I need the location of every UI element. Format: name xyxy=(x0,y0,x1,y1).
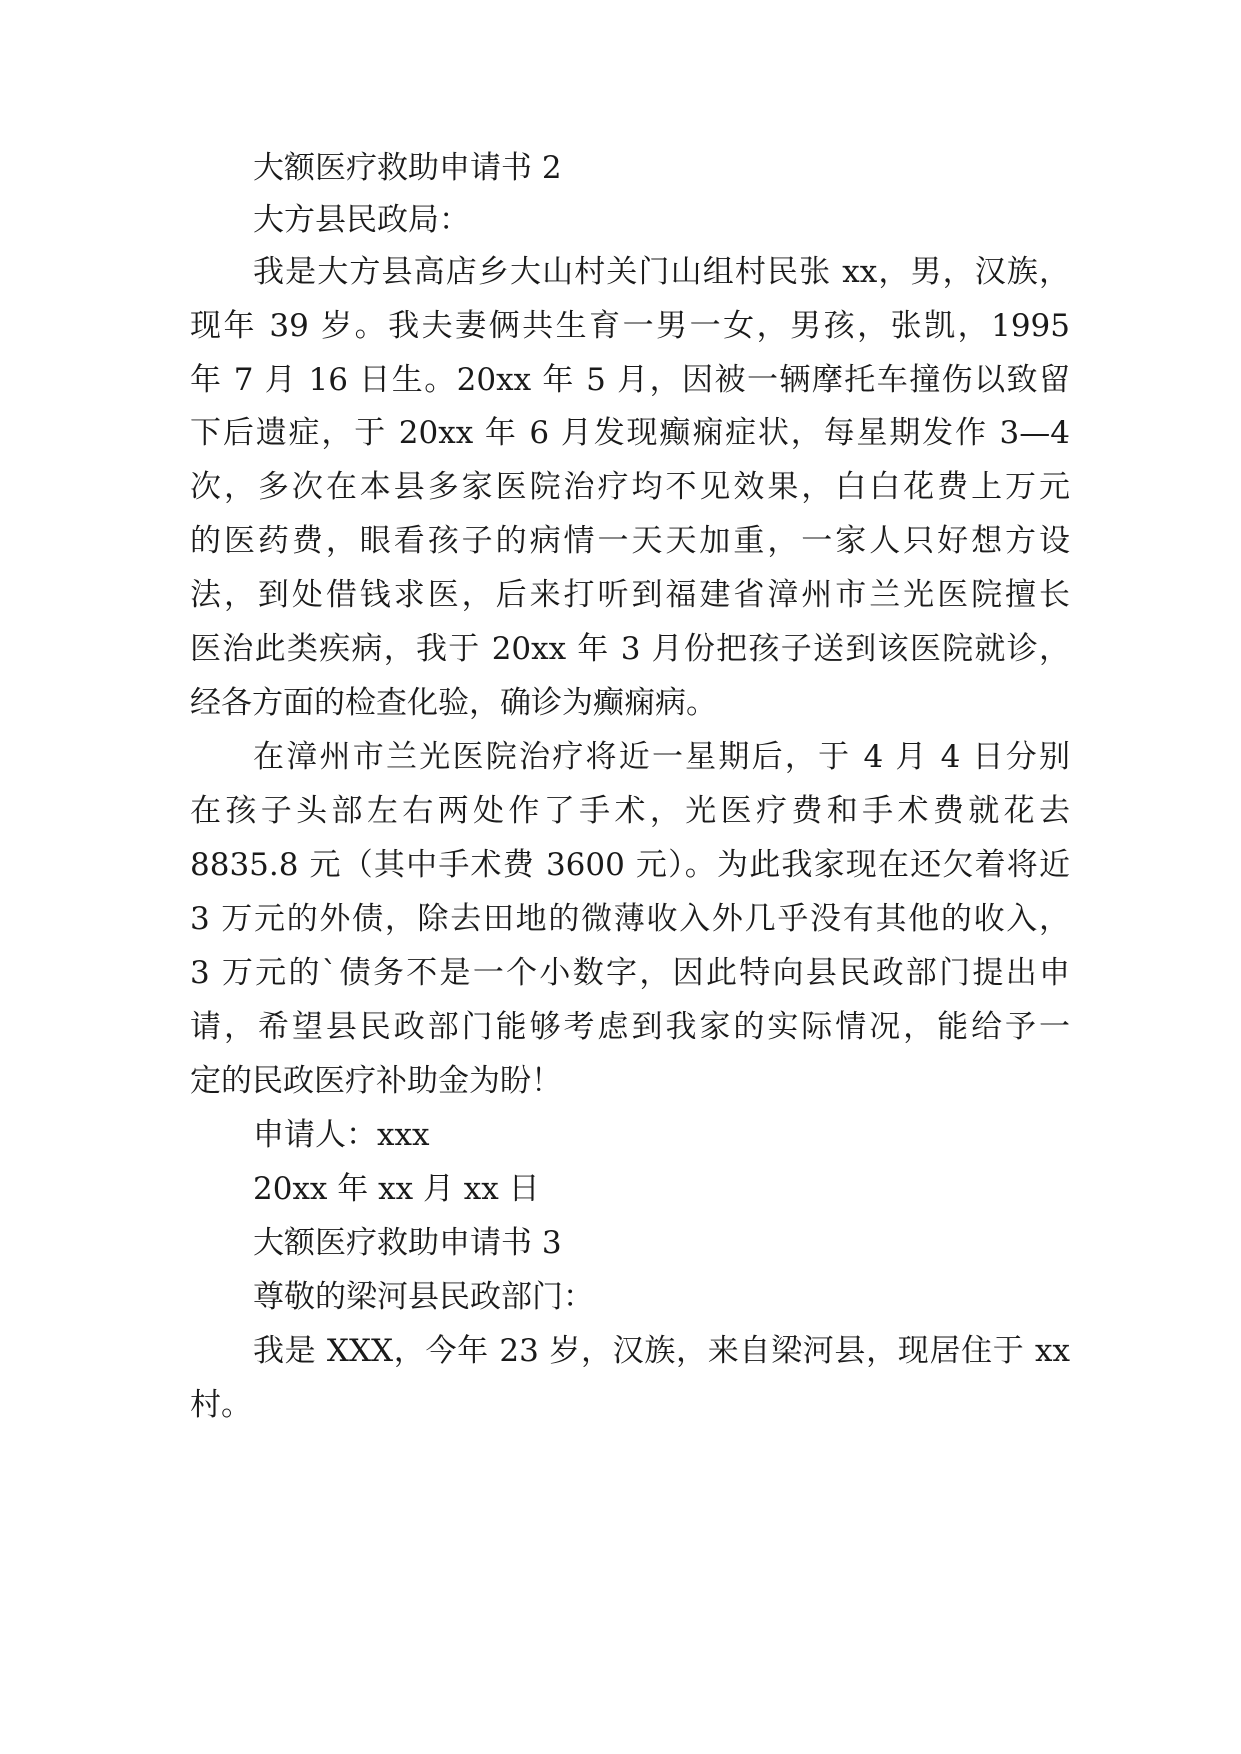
paragraph-line: 请，希望县民政部门能够考虑到我家的实际情况，能给予一 xyxy=(190,1009,1070,1045)
paragraph-line: 在孩子头部左右两处作了手术，光医疗费和手术费就花去 xyxy=(190,793,1070,829)
paragraph-line: 经各方面的检查化验，确诊为癫痫病。 xyxy=(190,685,717,721)
paragraph-line: 我是 XXX，今年 23 岁，汉族，来自梁河县，现居住于 xx xyxy=(253,1333,1070,1369)
paragraph-line: 我是大方县高店乡大山村关门山组村民张 xx，男，汉族， xyxy=(253,254,1070,290)
paragraph-line: 3 万元的外债，除去田地的微薄收入外几乎没有其他的收入， xyxy=(190,901,1070,937)
paragraph-line: 医治此类疾病，我于 20xx 年 3 月份把孩子送到该医院就诊， xyxy=(190,631,1070,667)
letter-title-2: 大额医疗救助申请书 2 xyxy=(253,150,562,186)
paragraph-line: 在漳州市兰光医院治疗将近一星期后，于 4 月 4 日分别 xyxy=(253,739,1070,775)
paragraph-line: 下后遗症，于 20xx 年 6 月发现癫痫症状，每星期发作 3—4 xyxy=(190,415,1070,451)
letter-title-3: 大额医疗救助申请书 3 xyxy=(253,1225,562,1261)
date-line: 20xx 年 xx 月 xx 日 xyxy=(253,1171,540,1207)
letter-recipient-2: 大方县民政局： xyxy=(253,202,470,238)
letter-recipient-3: 尊敬的梁河县民政部门： xyxy=(253,1279,594,1315)
paragraph-line: 的医药费，眼看孩子的病情一天天加重，一家人只好想方设 xyxy=(190,523,1070,559)
paragraph-line: 年 7 月 16 日生。20xx 年 5 月，因被一辆摩托车撞伤以致留 xyxy=(190,362,1070,398)
paragraph-line: 定的民政医疗补助金为盼！ xyxy=(190,1063,562,1099)
paragraph-line: 村。 xyxy=(190,1387,252,1423)
paragraph-line: 现年 39 岁。我夫妻俩共生育一男一女，男孩，张凯，1995 xyxy=(190,308,1070,344)
paragraph-line: 3 万元的`债务不是一个小数字，因此特向县民政部门提出申 xyxy=(190,955,1070,991)
paragraph-line: 次，多次在本县多家医院治疗均不见效果，白白花费上万元 xyxy=(190,469,1070,505)
applicant-line: 申请人：xxx xyxy=(253,1117,430,1153)
paragraph-line: 法，到处借钱求医，后来打听到福建省漳州市兰光医院擅长 xyxy=(190,577,1070,613)
paragraph-line: 8835.8 元（其中手术费 3600 元）。为此我家现在还欠着将近 xyxy=(190,847,1070,883)
